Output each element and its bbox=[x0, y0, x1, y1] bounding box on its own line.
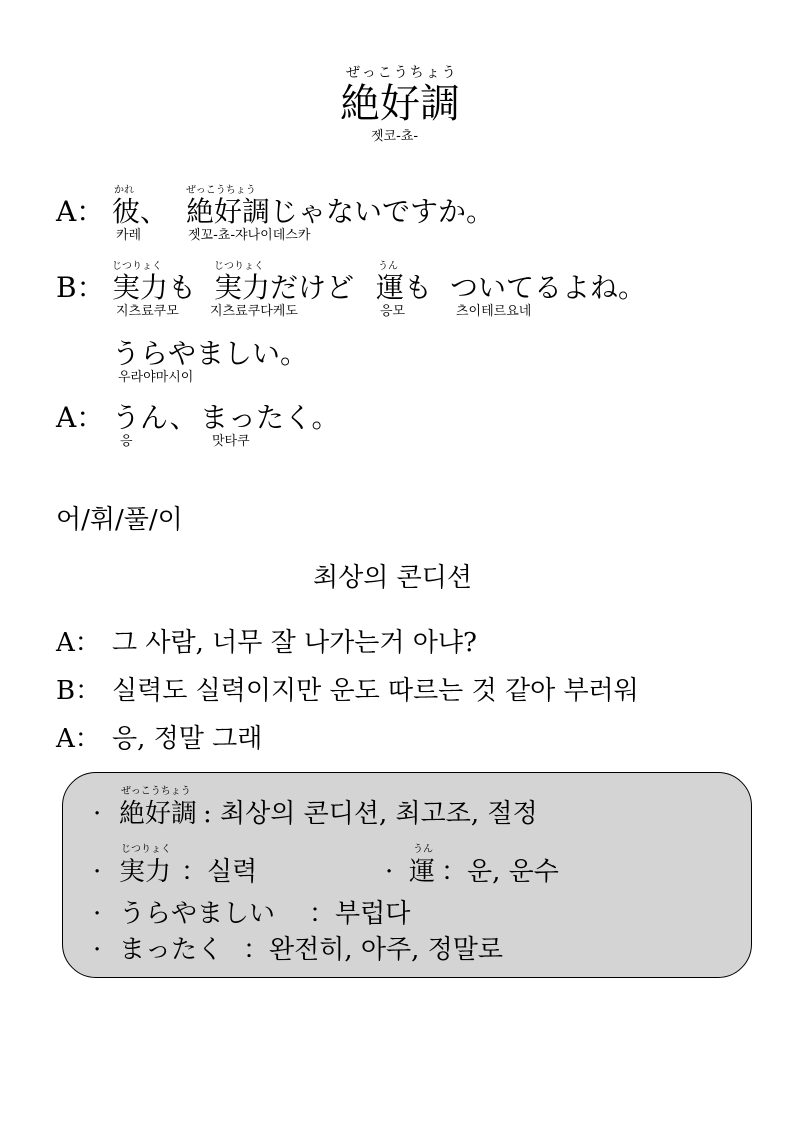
korean-reading: 맛타쿠 bbox=[212, 434, 250, 449]
furigana: じつりょく bbox=[112, 261, 162, 272]
translation-text: 실력도 실력이지만 운도 따르는 것 같아 부러워 bbox=[112, 676, 639, 706]
bullet: · bbox=[93, 799, 102, 829]
vocab-term: 運 bbox=[409, 857, 436, 887]
vocab-term: 絶好調 bbox=[119, 799, 198, 829]
vocab-meaning: ：부럽다 bbox=[309, 899, 411, 929]
title-furigana: ぜっこうちょう bbox=[346, 65, 458, 81]
page-title: 絶好調 bbox=[340, 81, 460, 127]
vocab-meaning: ：실력 bbox=[181, 857, 258, 887]
furigana: うん bbox=[378, 261, 398, 272]
vocab-meaning: ：운, 운수 bbox=[441, 857, 559, 887]
translation-text: 응, 정말 그래 bbox=[112, 724, 263, 754]
vocab-heading: 어/휘/풀/이 bbox=[56, 505, 183, 535]
dialogue-line-3 bbox=[0, 328, 794, 388]
dialogue-line-1 bbox=[0, 186, 794, 246]
translation-title: 최상의 콘디션 bbox=[313, 563, 472, 593]
furigana: じつりょく bbox=[121, 844, 171, 855]
bullet: · bbox=[385, 857, 394, 887]
speaker-label: B： bbox=[56, 271, 105, 304]
korean-reading: 지츠료쿠모 bbox=[116, 304, 179, 319]
korean-reading: 츠이테르요네 bbox=[456, 304, 532, 319]
japanese-text: うん、 bbox=[112, 401, 198, 434]
korean-reading: 응모 bbox=[380, 304, 406, 319]
speaker-label: A： bbox=[56, 401, 105, 434]
vocab-meaning: ：완전히, 아주, 정말로 bbox=[243, 935, 503, 965]
japanese-text: 運も bbox=[376, 271, 433, 304]
vocab-term: うらやましい bbox=[119, 899, 276, 929]
speaker-label: A： bbox=[56, 195, 105, 228]
furigana: うん bbox=[413, 844, 433, 855]
furigana: じつりょく bbox=[214, 261, 264, 272]
vocab-term: まったく bbox=[119, 935, 224, 965]
korean-reading: 응 bbox=[120, 434, 133, 449]
japanese-text: 彼、 bbox=[112, 195, 169, 228]
furigana: かれ bbox=[114, 185, 134, 196]
bullet: · bbox=[93, 857, 102, 887]
dialogue-line-2 bbox=[0, 262, 794, 322]
korean-reading: 카레 bbox=[116, 228, 142, 243]
speaker-label: B： bbox=[56, 676, 102, 706]
korean-reading: 우라야마시이 bbox=[118, 370, 194, 385]
bullet: · bbox=[93, 899, 102, 929]
bullet: · bbox=[93, 935, 102, 965]
japanese-text: 絶好調じゃないですか。 bbox=[186, 195, 495, 228]
title-reading: 젯코-쵸- bbox=[371, 129, 419, 144]
japanese-text: うらやましい。 bbox=[112, 337, 309, 370]
vocab-meaning: : 최상의 콘디션, 최고조, 절정 bbox=[203, 799, 538, 829]
speaker-label: A： bbox=[56, 628, 101, 658]
furigana: ぜっこうちょう bbox=[186, 185, 256, 196]
furigana: ぜっこうちょう bbox=[121, 786, 191, 797]
speaker-label: A： bbox=[56, 724, 101, 754]
korean-reading: 지츠료쿠다케도 bbox=[210, 304, 298, 319]
vocab-box bbox=[62, 772, 752, 978]
vocab-term: 実力 bbox=[119, 857, 172, 887]
translation-text: 그 사람, 너무 잘 나가는거 아냐? bbox=[112, 628, 477, 658]
korean-reading: 젯꼬-쵸-쟈나이데스카 bbox=[188, 228, 311, 243]
dialogue-line-4 bbox=[0, 392, 794, 452]
japanese-text: 実力も bbox=[112, 271, 197, 304]
japanese-text: まったく。 bbox=[200, 401, 340, 434]
japanese-text: 実力だけど bbox=[214, 271, 355, 304]
japanese-text: ついてるよね。 bbox=[450, 271, 647, 304]
